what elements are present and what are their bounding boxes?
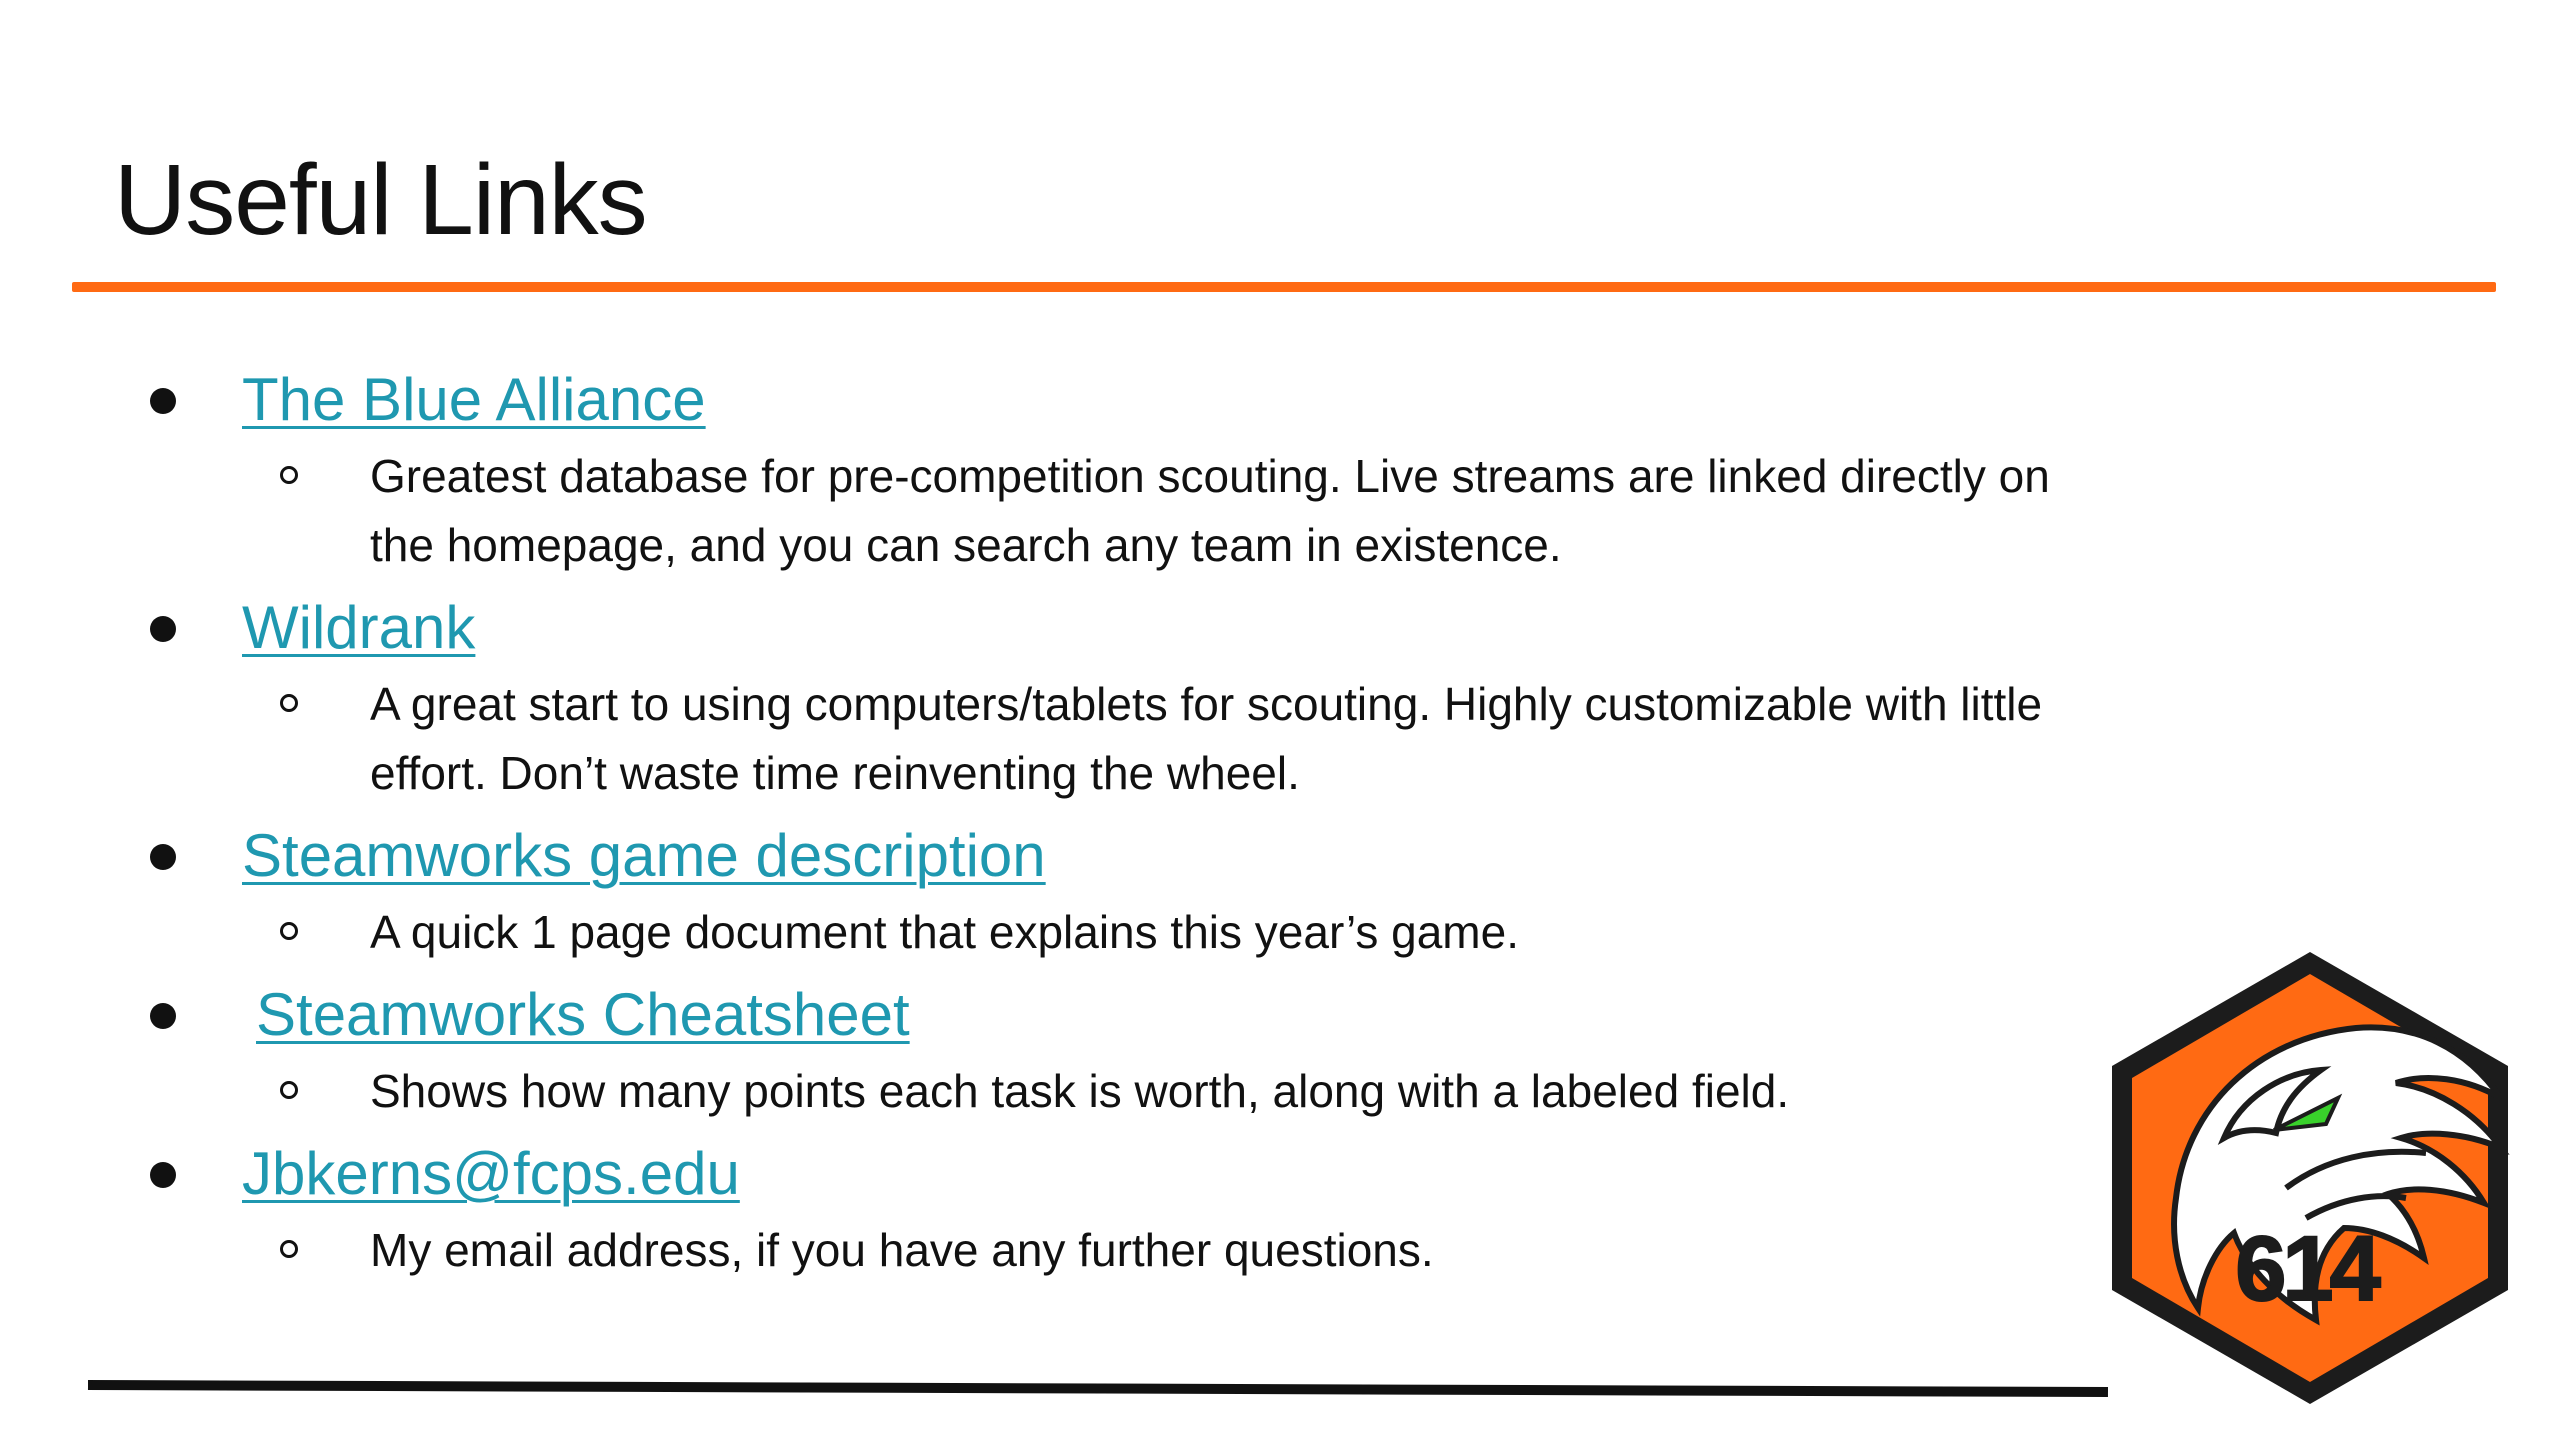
- description-text: Greatest database for pre-competition scouting. Live streams are linked directly on the homepage, and you can search any team in existence.: [370, 450, 2050, 571]
- hollow-bullet-icon: [280, 1240, 298, 1258]
- list-item-steamworks-game-description: [150, 816, 2110, 967]
- link-description: [242, 442, 2070, 580]
- description-text: My email address, if you have any further questions.: [370, 1224, 1434, 1276]
- hollow-bullet-icon: [280, 694, 298, 712]
- link-steamworks-game-description[interactable]: Steamworks game description: [242, 822, 1046, 889]
- title-divider: [72, 282, 2496, 292]
- sub-list: [242, 1057, 2110, 1126]
- hollow-bullet-icon: [280, 922, 298, 940]
- eagle-614-hexagon-logo-icon: [2106, 948, 2514, 1408]
- sub-list: [242, 898, 2110, 967]
- sub-list: [242, 442, 2110, 580]
- link-description: [242, 670, 2070, 808]
- link-steamworks-cheatsheet[interactable]: Steamworks Cheatsheet: [256, 981, 910, 1048]
- sub-list: [242, 670, 2110, 808]
- sub-list: [242, 1216, 2110, 1285]
- bullet-icon: [150, 388, 176, 414]
- hollow-bullet-icon: [280, 466, 298, 484]
- link-description: [242, 1057, 2070, 1126]
- useful-links-list: [150, 360, 2110, 1293]
- bullet-icon: [150, 1162, 176, 1188]
- list-item-email: [150, 1134, 2110, 1285]
- bullet-icon: [150, 616, 176, 642]
- description-text: Shows how many points each task is worth, along with a labeled field.: [370, 1065, 1790, 1117]
- link-email[interactable]: Jbkerns@fcps.edu: [242, 1140, 740, 1207]
- link-the-blue-alliance[interactable]: The Blue Alliance: [242, 366, 706, 433]
- list-item-wildrank: [150, 588, 2110, 808]
- description-text: A great start to using computers/tablets for scouting. Highly customizable with little effort. Don’t waste time reinventing the wheel.: [370, 678, 2043, 799]
- list-item-steamworks-cheatsheet: [150, 975, 2110, 1126]
- link-description: [242, 1216, 2070, 1285]
- bullet-icon: [150, 1003, 176, 1029]
- link-wildrank[interactable]: Wildrank: [242, 594, 476, 661]
- bullet-icon: [150, 844, 176, 870]
- footer-divider: [88, 1380, 2108, 1397]
- list-item-the-blue-alliance: [150, 360, 2110, 580]
- description-text: A quick 1 page document that explains this year’s game.: [370, 906, 1519, 958]
- slide-title: Useful Links: [114, 144, 647, 256]
- svg-text:614: 614: [2235, 1218, 2377, 1320]
- hollow-bullet-icon: [280, 1081, 298, 1099]
- link-description: [242, 898, 2070, 967]
